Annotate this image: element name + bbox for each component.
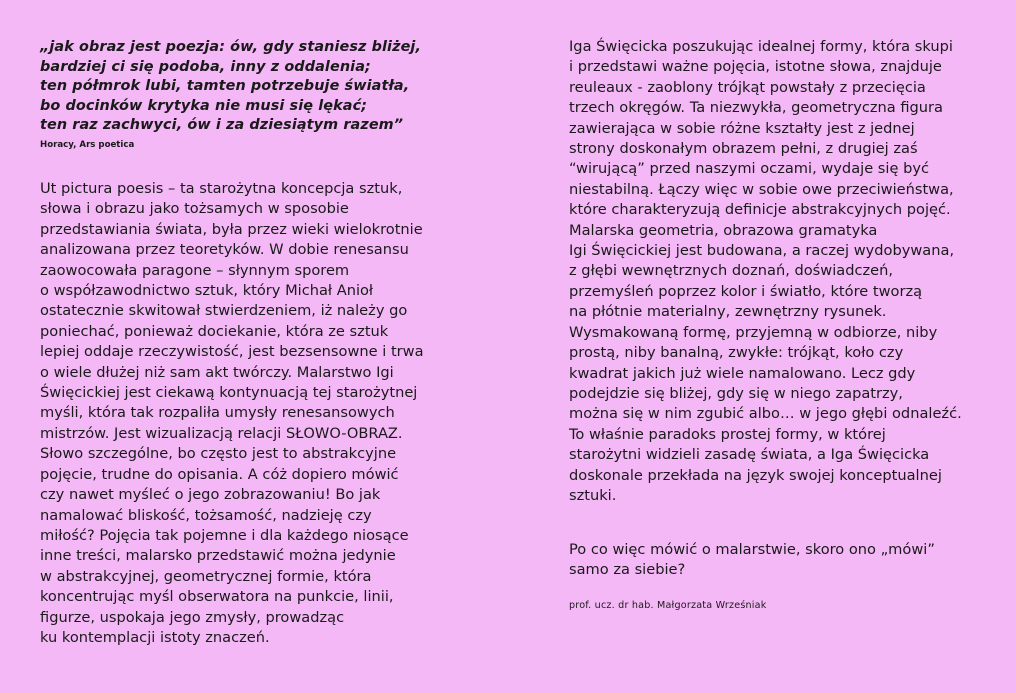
- text-line: samo za siebie?: [569, 561, 686, 579]
- text-line: o wiele dłużej niż sam akt twórczy. Malarstwo Igi: [40, 363, 394, 381]
- text-line: doskonale przekłada na język swojej konceptualnej: [569, 466, 942, 484]
- text-line: z głębi wewnętrznych doznań, doświadczeń,: [569, 262, 894, 280]
- right-body-paragraph: [569, 37, 962, 506]
- text-line: “wirującą” przed naszymi oczami, wydaje się być: [569, 160, 930, 178]
- epigraph-quote: [40, 38, 421, 136]
- text-line: figurze, uspokaja jego zmysły, prowadząc: [40, 608, 345, 626]
- text-line: strony doskonałym obrazem pełni, z drugiej zaś: [569, 140, 918, 158]
- text-line: Wysmakowaną formę, przyjemną w odbiorze, niby: [569, 323, 938, 341]
- text-line: zawierająca w sobie różne kształty jest z jednej: [569, 119, 915, 137]
- text-line: ku kontemplacji istoty znaczeń.: [40, 628, 270, 646]
- author-signature: prof. ucz. dr hab. Małgorzata Wrześniak: [569, 600, 767, 611]
- text-line: Iga Święcicka poszukując idealnej formy, która skupi: [569, 38, 953, 55]
- text-line: w abstrakcyjnej, geometrycznej formie, która: [40, 567, 372, 585]
- quote-line: ten raz zachwyci, ów i za dziesiątym razem”: [40, 117, 404, 133]
- text-line: Po co więc mówić o malarstwie, skoro ono „mówi”: [569, 541, 935, 558]
- text-line: sztuki.: [569, 486, 617, 504]
- text-line: zaowocowała paragone – słynnym sporem: [40, 261, 350, 279]
- text-line: kwadrat jakich już wiele namalowano. Lecz gdy: [569, 364, 916, 382]
- text-line: myśli, która tak rozpaliła umysły renesansowych: [40, 404, 395, 422]
- text-line: poniechać, ponieważ dociekanie, która ze sztuk: [40, 322, 389, 340]
- text-line: miłość? Pojęcia tak pojemne i dla każdego niosące: [40, 526, 409, 544]
- text-line: analizowana przez teoretyków. W dobie renesansu: [40, 241, 409, 259]
- text-line: reuleaux - zaoblony trójkąt powstały z przecięcia: [569, 78, 926, 96]
- text-line: lepiej oddaje rzeczywistość, jest bezsensowne i trwa: [40, 343, 424, 361]
- text-line: czy nawet myśleć o jego zobrazowaniu! Bo jak: [40, 486, 381, 504]
- text-line: Słowo szczególne, bo często jest to abstrakcyjne: [40, 445, 397, 463]
- quote-attribution: Horacy, Ars poetica: [40, 140, 135, 150]
- text-line: przemyśleń poprzez kolor i światło, które tworzą: [569, 282, 923, 300]
- text-line: które charakteryzują definicje abstrakcyjnych pojęć.: [569, 201, 951, 219]
- text-line: Ut pictura poesis – ta starożytna koncepcja sztuk,: [40, 180, 403, 197]
- text-line: namalować bliskość, tożsamość, nadzieję czy: [40, 506, 372, 524]
- text-line: koncentrując myśl obserwatora na punkcie, linii,: [40, 588, 394, 606]
- quote-line: bardziej ci się podoba, inny z oddalenia;: [40, 58, 371, 75]
- closing-question: [569, 540, 935, 581]
- text-line: i przedstawi ważne pojęcia, istotne słowa, znajduje: [569, 58, 942, 76]
- text-line: pojęcie, trudne do opisania. A cóż dopiero mówić: [40, 465, 399, 483]
- text-line: inne treści, malarsko przedstawić można jedynie: [40, 547, 396, 565]
- text-line: podejdzie się bliżej, gdy się w niego zapatrzy,: [569, 384, 903, 402]
- text-line: To właśnie paradoks prostej formy, w której: [569, 425, 886, 443]
- quote-line: „jak obraz jest poezja: ów, gdy staniesz bliżej,: [40, 39, 422, 55]
- text-line: na płótnie materialny, zewnętrzny rysunek.: [569, 303, 887, 321]
- quote-line: bo docinków krytyka nie musi się lękać;: [40, 97, 368, 114]
- left-body-paragraph: [40, 179, 424, 648]
- text-line: przedstawiania świata, była przez wieki wielokrotnie: [40, 220, 423, 238]
- text-line: trzech okręgów. Ta niezwykła, geometryczna figura: [569, 99, 943, 117]
- text-line: Święcickiej jest ciekawą kontynuacją tej starożytnej: [40, 384, 418, 402]
- text-line: można się w nim zgubić albo… w jego głębi odnaleźć.: [569, 405, 962, 423]
- text-line: o współzawodnictwo sztuk, który Michał Anioł: [40, 282, 374, 300]
- text-line: starożytni widzieli zasadę świata, a Iga Święcicka: [569, 446, 930, 464]
- text-line: niestabilną. Łączy więc w sobie owe przeciwieństwa,: [569, 180, 954, 198]
- text-line: ostatecznie skwitował stwierdzeniem, iż należy go: [40, 302, 408, 320]
- text-line: mistrzów. Jest wizualizacją relacji SŁOWO-OBRAZ.: [40, 424, 403, 442]
- text-line: Malarska geometria, obrazowa gramatyka: [569, 221, 878, 239]
- quote-line: ten półmrok lubi, tamten potrzebuje światła,: [40, 78, 410, 94]
- text-line: słowa i obrazu jako tożsamych w sposobie: [40, 200, 349, 218]
- text-line: prostą, niby banalną, zwykłe: trójkąt, koło czy: [569, 344, 904, 362]
- text-line: Igi Święcickiej jest budowana, a raczej wydobywana,: [569, 242, 955, 260]
